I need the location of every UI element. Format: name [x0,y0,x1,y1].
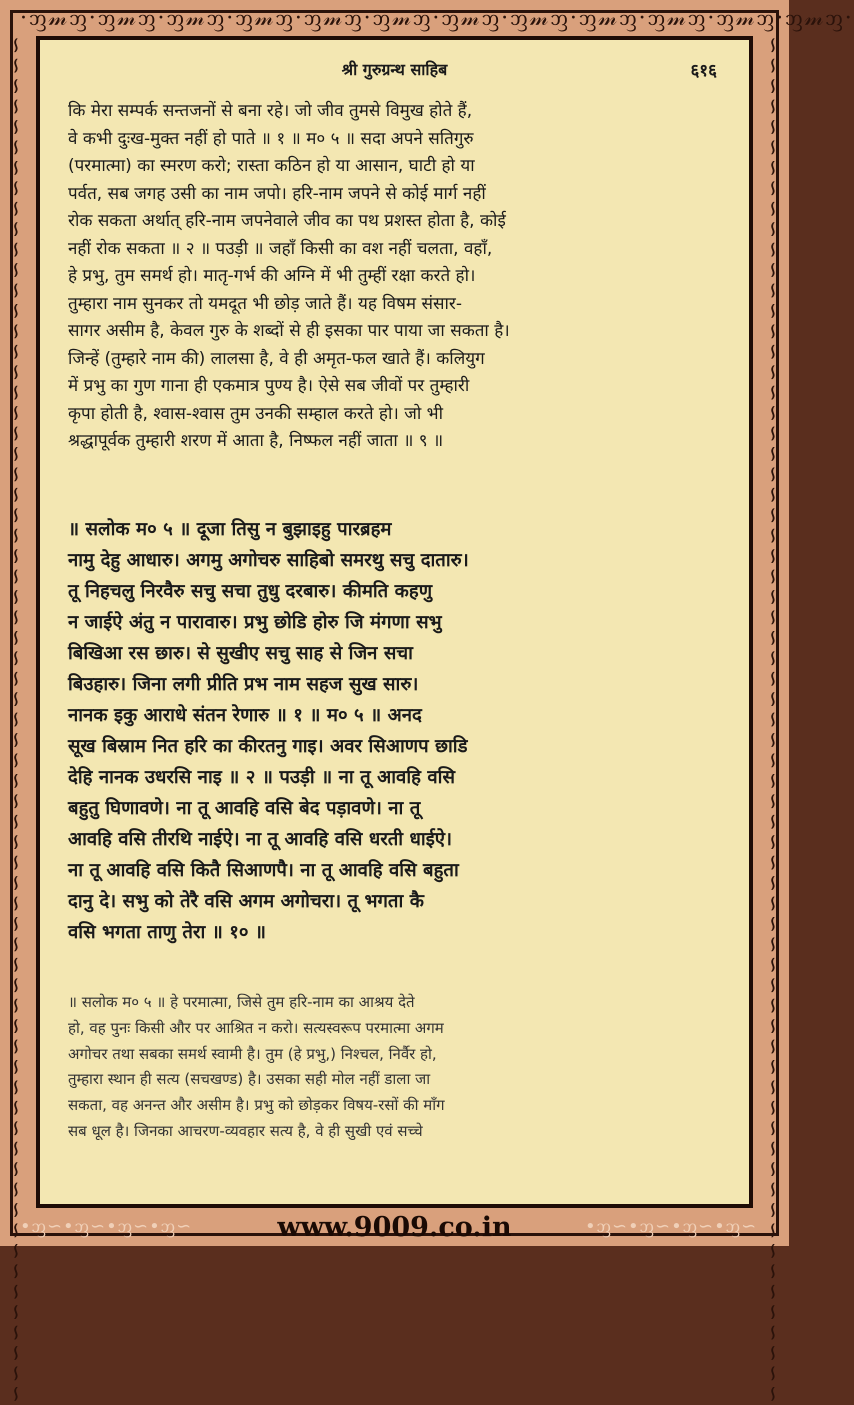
verse-line: नानक इकु आराधे संतन रेणारु ॥ १ ॥ म० ५ ॥ अनद [68,705,422,726]
book-page [36,36,753,1208]
ornament-footer-right-icon: •ᦀ∽•ᦀ∽•ᦀ∽•ᦀ∽ [585,1216,758,1237]
footer-url: www.9009.co.in [277,1212,512,1243]
translation-top [68,98,728,456]
ornament-left-icon: ∽∽∽∽∽∽∽∽∽∽∽∽∽∽∽∽∽∽∽∽∽∽∽∽∽∽∽∽∽∽∽∽∽∽∽∽∽∽∽∽∽∽∽∽∽∽∽∽∽∽∽∽∽∽∽∽∽∽∽∽∽∽∽∽∽∽∽ [3,36,28,1405]
text-line: कि मेरा सम्पर्क सन्तजनों से बना रहे। जो जीव तुमसे विमुख होते हैं, [68,101,473,121]
text-line: (परमात्मा) का स्मरण करो; रास्ता कठिन हो या आसान, घाटी हो या [68,156,475,176]
text-line: सकता, वह अनन्त और असीम है। प्रभु को छोड़कर विषय-रसों की माँग [68,1096,445,1115]
text-line: तुम्हारा स्थान ही सत्य (सचखण्ड) है। उसका सही मोल नहीं डाला जा [68,1070,431,1089]
text-line: हो, वह पुनः किसी और पर आश्रित न करो। सत्यस्वरूप परमात्मा अगम [68,1018,444,1037]
text-line: में प्रभु का गुण गाना ही एकमात्र पुण्य है। ऐसे सब जीवों पर तुम्हारी [68,376,470,396]
verse-line: ना तू आवहि वसि कितै सिआणपै। ना तू आवहि वसि बहुता [68,860,459,881]
text-line: कृपा होती है, श्वास-श्वास तुम उनकी सम्हाल करते हो। जो भी [68,403,443,424]
verse-line: ॥ सलोक म० ५ ॥ दूजा तिसु न बुझाइहु पारब्रहम [68,519,392,540]
footer-bar [0,1210,789,1246]
text-line: वे कभी दुःख-मुक्त नहीं हो पाते ॥ १ ॥ म० ५ ॥ सदा अपने सतिगुरु [68,128,474,149]
verse-line: देहि नानक उधरसि नाइ ॥ २ ॥ पउड़ी ॥ ना तू आवहि वसि [68,767,455,788]
verse-line: सूख बिस्राम नित हरि का कीरतनु गाइ। अवर सिआणप छाडि [68,736,468,757]
text-line: नहीं रोक सकता ॥ २ ॥ पउड़ी ॥ जहाँ किसी का वश नहीं चलता, वहाँ, [68,238,493,259]
verse-line: बिखिआ रस छारु। से सुखीए सचु साह से जिन सचा [68,643,413,664]
ornament-right-icon: ∽∽∽∽∽∽∽∽∽∽∽∽∽∽∽∽∽∽∽∽∽∽∽∽∽∽∽∽∽∽∽∽∽∽∽∽∽∽∽∽∽∽∽∽∽∽∽∽∽∽∽∽∽∽∽∽∽∽∽∽∽∽∽∽∽∽∽ [760,36,785,1405]
verse-line: दानु दे। सभु को तेरै वसि अगम अगोचरा। तू भगता कै [68,891,424,912]
verse-line: न जाईऐ अंतु न पारावारु। प्रभु छोडि होरु जि मंगणा सभु [68,612,442,633]
text-line: तुम्हारा नाम सुनकर तो यमदूत भी छोड़ जाते हैं। यह विषम संसार- [68,293,462,314]
text-line: ॥ सलोक म० ५ ॥ हे परमात्मा, जिसे तुम हरि-नाम का आश्रय देते [68,993,415,1011]
text-line: हे प्रभु, तुम समर्थ हो। मातृ-गर्भ की अग्नि में भी तुम्हीं रक्षा करते हो। [68,266,476,286]
ornament-footer-left-icon: •ᦀ∽•ᦀ∽•ᦀ∽•ᦀ∽ [20,1216,193,1237]
text-line: पर्वत, सब जगह उसी का नाम जपो। हरि-नाम जपने से कोई मार्ग नहीं [68,183,486,204]
text-line: सागर असीम है, केवल गुरु के शब्दों से ही इसका पार पाया जा सकता है। [68,321,510,341]
page-title: श्री गुरुग्रन्थ साहिब [341,60,448,79]
translation-bottom [68,990,728,1145]
verse-line: बिउहारु। जिना लगी प्रीति प्रभ नाम सहज सुख सारु। [68,674,419,695]
ornament-top-icon: ·ᦀ𝓂ᦀ·ᦀ𝓂ᦀ·ᦀ𝓂ᦀ·ᦀ𝓂ᦀ·ᦀ𝓂ᦀ·ᦀ𝓂ᦀ·ᦀ𝓂ᦀ·ᦀ𝓂ᦀ·ᦀ𝓂ᦀ·ᦀ𝓂ᦀ·ᦀ𝓂ᦀ·ᦀ𝓂ᦀ· [20,6,854,31]
verse-line: वसि भगता ताणु तेरा ॥ १० ॥ [68,922,267,943]
text-line: अगोचर तथा सबका समर्थ स्वामी है। तुम (हे प्रभु,) निश्चल, निर्वैर हो, [68,1044,437,1063]
text-line: रोक सकता अर्थात् हरि-नाम जपनेवाले जीव का पथ प्रशस्त होता है, कोई [68,211,506,231]
page-number: ६१६ [690,61,717,81]
page-header [40,58,749,86]
gurbani-verse [68,514,728,948]
text-line: श्रद्धापूर्वक तुम्हारी शरण में आता है, निष्फल नहीं जाता ॥ ९ ॥ [68,431,444,451]
verse-line: आवहि वसि तीरथि नाईऐ। ना तू आवहि वसि धरती धाईऐ। [68,829,453,850]
verse-line: नामु देहु आधारु। अगमु अगोचरु साहिबो समरथु सचु दातारु। [68,550,469,571]
text-line: सब धूल है। जिनका आचरण-व्यवहार सत्य है, वे ही सुखी एवं सच्चे [68,1121,423,1140]
text-line: जिन्हें (तुम्हारे नाम की) लालसा है, वे ही अमृत-फल खाते हैं। कलियुग [68,348,485,369]
verse-line: बहुतु घिणावणे। ना तू आवहि वसि बेद पड़ावणे। ना तू [68,798,421,819]
verse-line: तू निहचलु निरवैरु सचु सचा तुधु दरबारु। कीमति कहणु [68,581,433,602]
